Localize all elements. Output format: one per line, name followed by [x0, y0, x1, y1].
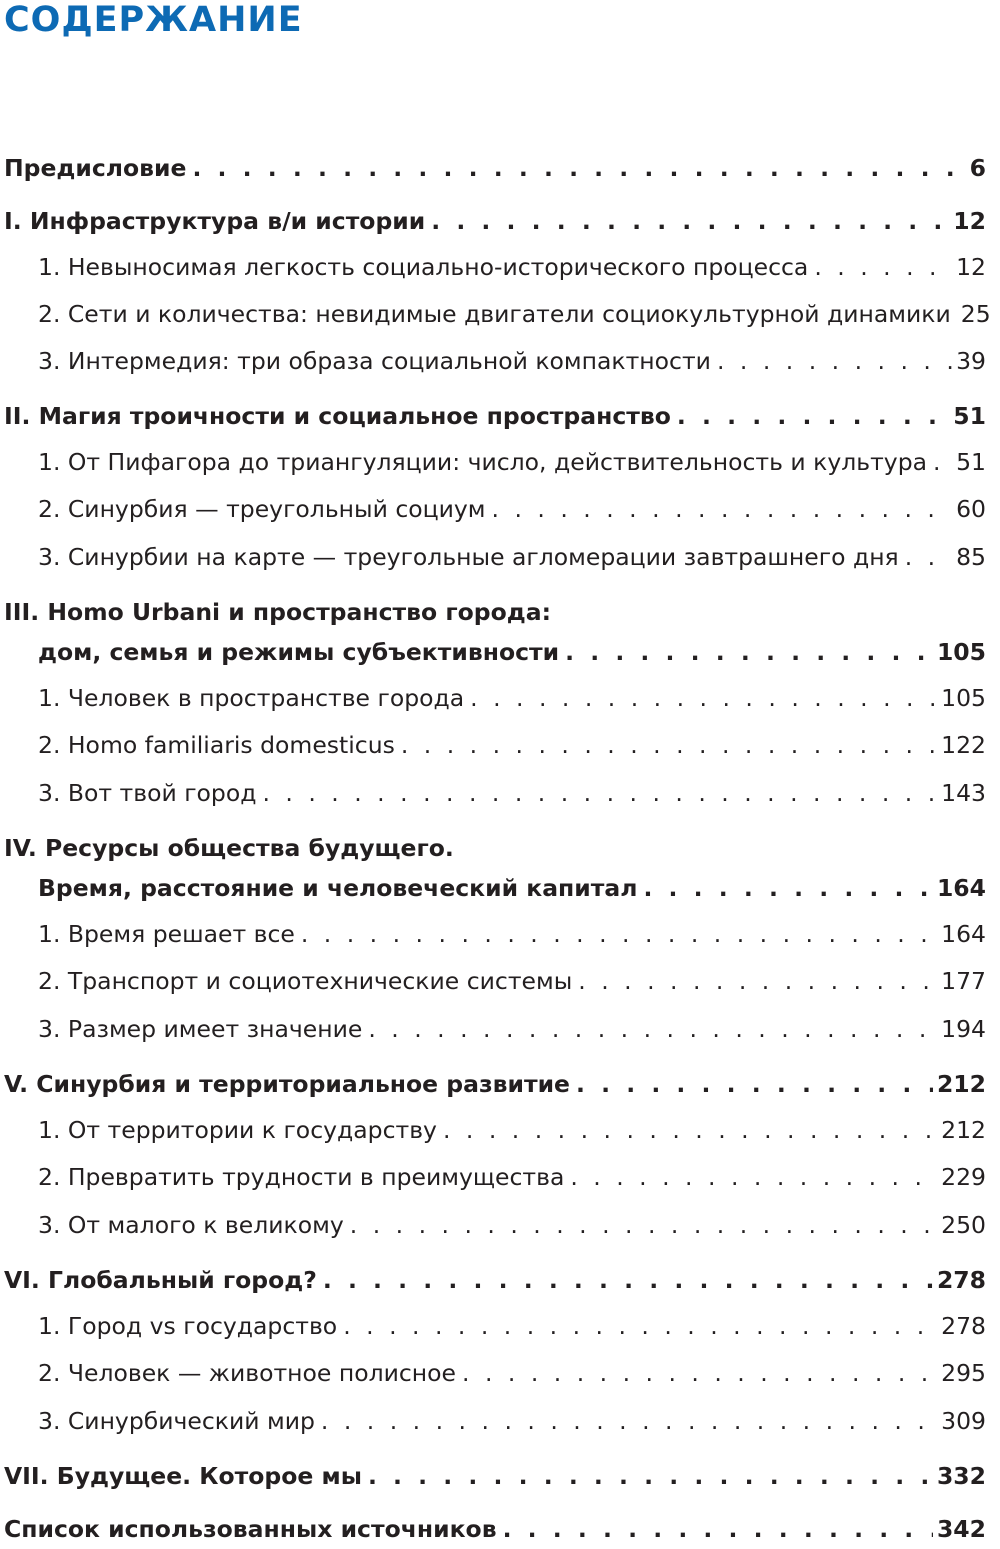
toc-entry-title: 2. Homo familiaris domesticus	[38, 731, 395, 759]
toc-entry-title: дом, семья и режимы субъективности	[38, 638, 560, 666]
toc-entry-page: 212	[936, 1070, 986, 1098]
toc-entry-title: VII. Будущее. Которое мы	[4, 1462, 362, 1490]
toc-entry-title: Список использованных источников	[4, 1515, 497, 1543]
toc-entry-title: 1. От Пифагора до триангуляции: число, действительность и культура	[38, 448, 928, 476]
leader-dots	[368, 1460, 933, 1492]
page-title: СОДЕРЖАНИЕ	[4, 0, 303, 40]
toc-entry-page: 278	[936, 1266, 986, 1294]
toc-entry-title: VI. Глобальный город?	[4, 1266, 317, 1294]
toc-entry-page: 177	[941, 967, 986, 995]
toc-entry-page: 342	[936, 1515, 986, 1543]
toc-entry-title: 2. Сети и количества: невидимые двигатели социокультурной динамики	[38, 300, 951, 328]
toc-entry-section[interactable]	[38, 1310, 986, 1342]
toc-entry-section[interactable]	[38, 493, 986, 525]
toc-entry-title: 3. Вот твой город	[38, 779, 257, 807]
leader-dots	[301, 918, 937, 950]
toc-entry-page: 39	[956, 347, 986, 375]
toc-entry-title: 3. Синурбии на карте — треугольные агломерации завтрашнего дня	[38, 543, 899, 571]
toc-entry-chapter-1[interactable]	[4, 205, 986, 237]
toc-entry-chapter-5[interactable]	[4, 1068, 986, 1100]
toc-entry-page: 105	[936, 638, 986, 666]
toc-entry-section[interactable]	[38, 446, 986, 478]
toc-entry-page: 12	[953, 207, 986, 235]
toc-entry-page: 122	[941, 731, 986, 759]
toc-entry-page: 295	[941, 1359, 986, 1387]
toc-entry-page: 105	[941, 684, 986, 712]
toc-entry-title: I. Инфраструктура в/и истории	[4, 207, 426, 235]
toc-entry-title: V. Синурбия и территориальное развитие	[4, 1070, 570, 1098]
leader-dots	[933, 446, 952, 478]
leader-dots	[462, 1357, 937, 1389]
toc-entry-section[interactable]	[38, 682, 986, 714]
leader-dots	[350, 1209, 937, 1241]
leader-dots	[262, 777, 937, 809]
toc-entry-page: 332	[936, 1462, 986, 1490]
leader-dots	[576, 1068, 933, 1100]
toc-entry-page: 25	[960, 300, 991, 328]
toc-entry-page: 164	[936, 874, 986, 902]
leader-dots	[570, 1161, 937, 1193]
toc-entry-page: 212	[941, 1116, 986, 1144]
toc-entry-section[interactable]	[38, 729, 986, 761]
toc-entry-page: 194	[941, 1015, 986, 1043]
toc-entry-page: 51	[953, 402, 986, 430]
toc-entry-chapter-3[interactable]	[38, 636, 986, 668]
toc-entry-title: 1. Человек в пространстве города	[38, 684, 465, 712]
toc-entry-section[interactable]	[38, 1161, 986, 1193]
leader-dots	[321, 1405, 937, 1437]
toc-entry-section[interactable]	[38, 298, 991, 330]
toc-entry-chapter-2[interactable]	[4, 400, 986, 432]
toc-entry-title: Предисловие	[4, 154, 187, 182]
leader-dots	[343, 1310, 937, 1342]
toc-entry-page: 60	[956, 495, 986, 523]
toc-entry-title: 1. Город vs государство	[38, 1312, 338, 1340]
toc-entry-section[interactable]	[38, 345, 986, 377]
toc-entry-preface[interactable]	[4, 152, 986, 184]
toc-entry-title: 3. Интермедия: три образа социальной компактности	[38, 347, 711, 375]
leader-dots	[470, 682, 937, 714]
toc-entry-title: 2. Человек — животное полисное	[38, 1359, 456, 1387]
leader-dots	[814, 251, 952, 283]
toc-entry-section[interactable]	[38, 251, 986, 283]
toc-entry-title: 2. Превратить трудности в преимущества	[38, 1163, 565, 1191]
toc-entry-title: 3. Размер имеет значение	[38, 1015, 363, 1043]
toc-entry-page: 250	[941, 1211, 986, 1239]
leader-dots	[565, 636, 933, 668]
toc-entry-title: 2. Транспорт и социотехнические системы	[38, 967, 573, 995]
toc-entry-section[interactable]	[38, 1405, 986, 1437]
leader-dots	[503, 1513, 933, 1545]
toc-entry-section[interactable]	[38, 918, 986, 950]
toc-entry-title: 1. От территории к государству	[38, 1116, 437, 1144]
leader-dots	[643, 872, 932, 904]
leader-dots	[443, 1114, 937, 1146]
leader-dots	[401, 729, 937, 761]
toc-entry-page: 12	[956, 253, 986, 281]
toc-entry-title: 1. Время решает все	[38, 920, 295, 948]
toc-entry-section[interactable]	[38, 777, 986, 809]
toc-entry-page: 278	[941, 1312, 986, 1340]
leader-dots	[492, 493, 953, 525]
toc-entry-chapter-4-line1[interactable]: IV. Ресурсы общества будущего.	[4, 834, 454, 862]
leader-dots	[368, 1013, 937, 1045]
toc-entry-section[interactable]	[38, 1357, 986, 1389]
toc-entry-chapter-6[interactable]	[4, 1264, 986, 1296]
toc-entry-page: 6	[969, 154, 986, 182]
toc-entry-references[interactable]	[4, 1513, 986, 1545]
toc-entry-section[interactable]	[38, 1013, 986, 1045]
toc-entry-page: 85	[956, 543, 986, 571]
toc-entry-chapter-7[interactable]	[4, 1460, 986, 1492]
toc-entry-chapter-3-line1[interactable]: III. Homo Urbani и пространство города:	[4, 598, 551, 626]
toc-entry-page: 164	[941, 920, 986, 948]
toc-entry-title: II. Магия троичности и социальное пространство	[4, 402, 671, 430]
leader-dots	[677, 400, 949, 432]
leader-dots	[431, 205, 949, 237]
toc-entry-page: 51	[956, 448, 986, 476]
toc-entry-title: 1. Невыносимая легкость социально-исторического процесса	[38, 253, 809, 281]
toc-entry-title: 2. Синурбия — треугольный социум	[38, 495, 486, 523]
toc-entry-title: 3. От малого к великому	[38, 1211, 344, 1239]
leader-dots	[717, 345, 952, 377]
toc-entry-section[interactable]	[38, 1209, 986, 1241]
toc-entry-title: 3. Синурбический мир	[38, 1407, 315, 1435]
toc-entry-page: 309	[941, 1407, 986, 1435]
toc-entry-title: Время, расстояние и человеческий капитал	[38, 874, 638, 902]
toc-entry-page: 143	[941, 779, 986, 807]
toc-entry-section[interactable]	[38, 965, 986, 997]
toc-entry-section[interactable]	[38, 541, 986, 573]
leader-dots	[323, 1264, 933, 1296]
toc-entry-page: 229	[941, 1163, 986, 1191]
leader-dots	[578, 965, 937, 997]
toc-entry-chapter-4[interactable]	[38, 872, 986, 904]
leader-dots	[192, 152, 965, 184]
leader-dots	[905, 541, 952, 573]
toc-entry-section[interactable]	[38, 1114, 986, 1146]
